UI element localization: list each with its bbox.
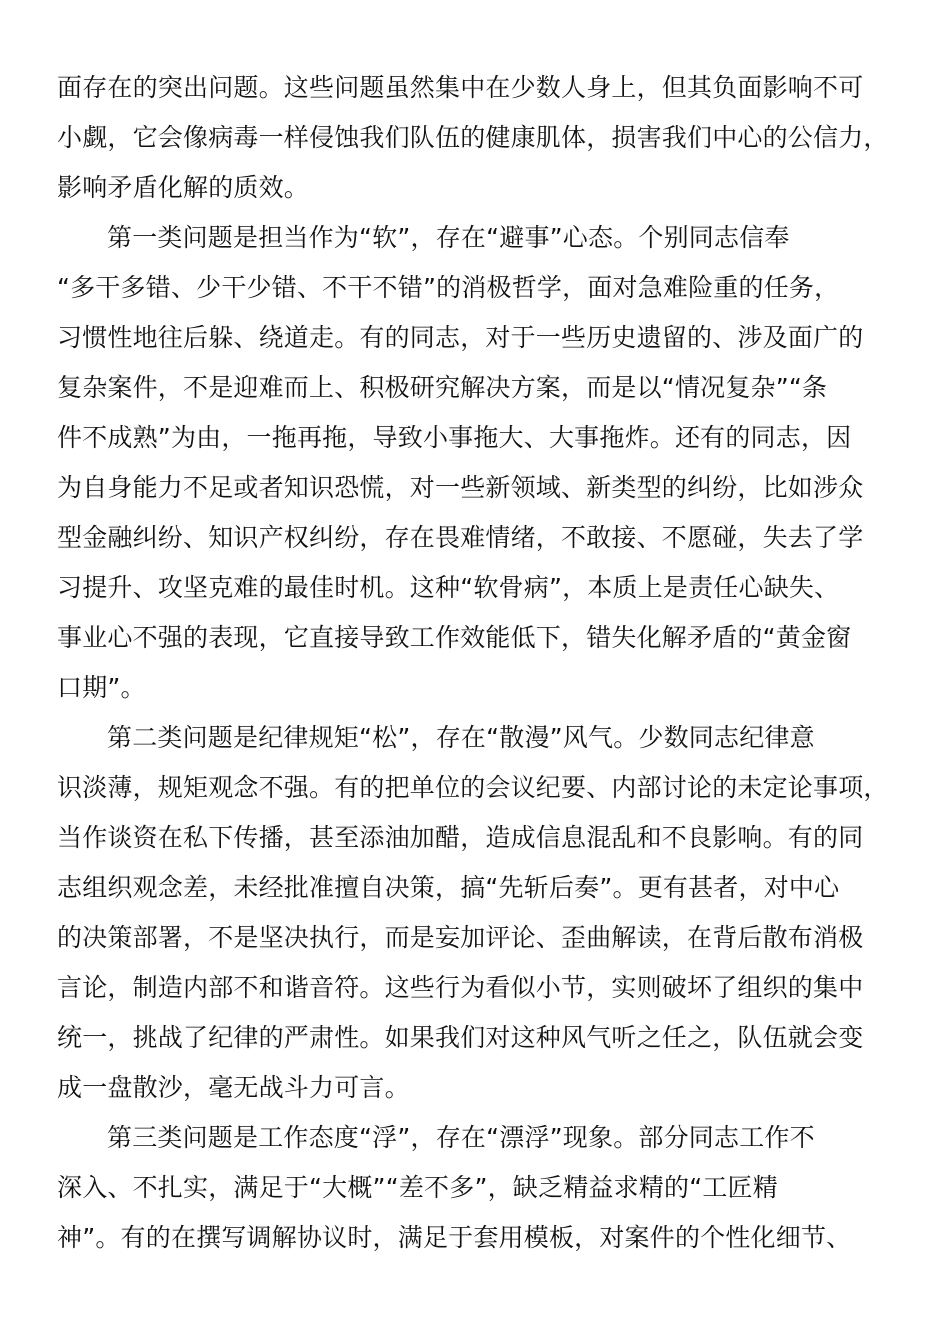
paragraph-1-line-0: 第一类问题是担当作为“软”，存在“避事”心态。个别同志信奉 <box>107 223 790 252</box>
paragraph-2-line-0: 第二类问题是纪律规矩“松”，存在“散漫”风气。少数同志纪律意 <box>107 723 815 752</box>
paragraph-2-line-4: 的决策部署，不是坚决执行，而是妄加评论、歪曲解读，在背后散布消极 <box>57 923 864 952</box>
paragraph-3-line-0: 第三类问题是工作态度“浮”，存在“漂浮”现象。部分同志工作不 <box>107 1123 815 1152</box>
paragraph-1-line-8: 事业心不强的表现，它直接导致工作效能低下，错失化解矛盾的“黄金窗 <box>57 623 852 652</box>
paragraph-3-line-1: 深入、不扎实，满足于“大概”“差不多”，缺乏精益求精的“工匠精 <box>57 1173 778 1202</box>
paragraph-2-line-3: 志组织观念差，未经批准擅自决策，搞“先斩后奏”。更有甚者，对中心 <box>57 873 840 902</box>
paragraph-1-line-3: 复杂案件，不是迎难而上、积极研究解决方案，而是以“情况复杂”“条 <box>57 373 828 402</box>
paragraph-0-line-0: 面存在的突出问题。这些问题虽然集中在少数人身上，但其负面影响不可 <box>57 73 864 102</box>
paragraph-0-line-1: 小觑，它会像病毒一样侵蚀我们队伍的健康肌体，损害我们中心的公信力， <box>57 123 889 152</box>
paragraph-1-line-1: “多干多错、少干少错、不干不错”的消极哲学，面对急难险重的任务， <box>57 273 840 302</box>
paragraph-1-line-6: 型金融纠纷、知识产权纠纷，存在畏难情绪，不敢接、不愿碰，失去了学 <box>57 523 864 552</box>
paragraph-1-line-2: 习惯性地往后躲、绕道走。有的同志，对于一些历史遗留的、涉及面广的 <box>57 323 864 352</box>
paragraph-2-line-7: 成一盘散沙，毫无战斗力可言。 <box>57 1073 410 1102</box>
document-body <box>57 68 917 1268</box>
paragraph-3-line-2: 神”。有的在撰写调解协议时，满足于套用模板，对案件的个性化细节、 <box>57 1223 852 1252</box>
paragraph-1-line-4: 件不成熟”为由，一拖再拖，导致小事拖大、大事拖炸。还有的同志，因 <box>57 423 852 452</box>
paragraph-1-line-5: 为自身能力不足或者知识恐慌，对一些新领域、新类型的纠纷，比如涉众 <box>57 473 864 502</box>
paragraph-2-line-2: 当作谈资在私下传播，甚至添油加醋，造成信息混乱和不良影响。有的同 <box>57 823 864 852</box>
paragraph-1-line-9: 口期”。 <box>57 673 146 702</box>
paragraph-0-line-2: 影响矛盾化解的质效。 <box>57 173 310 202</box>
paragraph-1-line-7: 习提升、攻坚克难的最佳时机。这种“软骨病”，本质上是责任心缺失、 <box>57 573 840 602</box>
paragraph-2-line-1: 识淡薄，规矩观念不强。有的把单位的会议纪要、内部讨论的未定论事项， <box>57 773 889 802</box>
paragraph-2-line-6: 统一，挑战了纪律的严肃性。如果我们对这种风气听之任之，队伍就会变 <box>57 1023 864 1052</box>
paragraph-2-line-5: 言论，制造内部不和谐音符。这些行为看似小节，实则破坏了组织的集中 <box>57 973 864 1002</box>
